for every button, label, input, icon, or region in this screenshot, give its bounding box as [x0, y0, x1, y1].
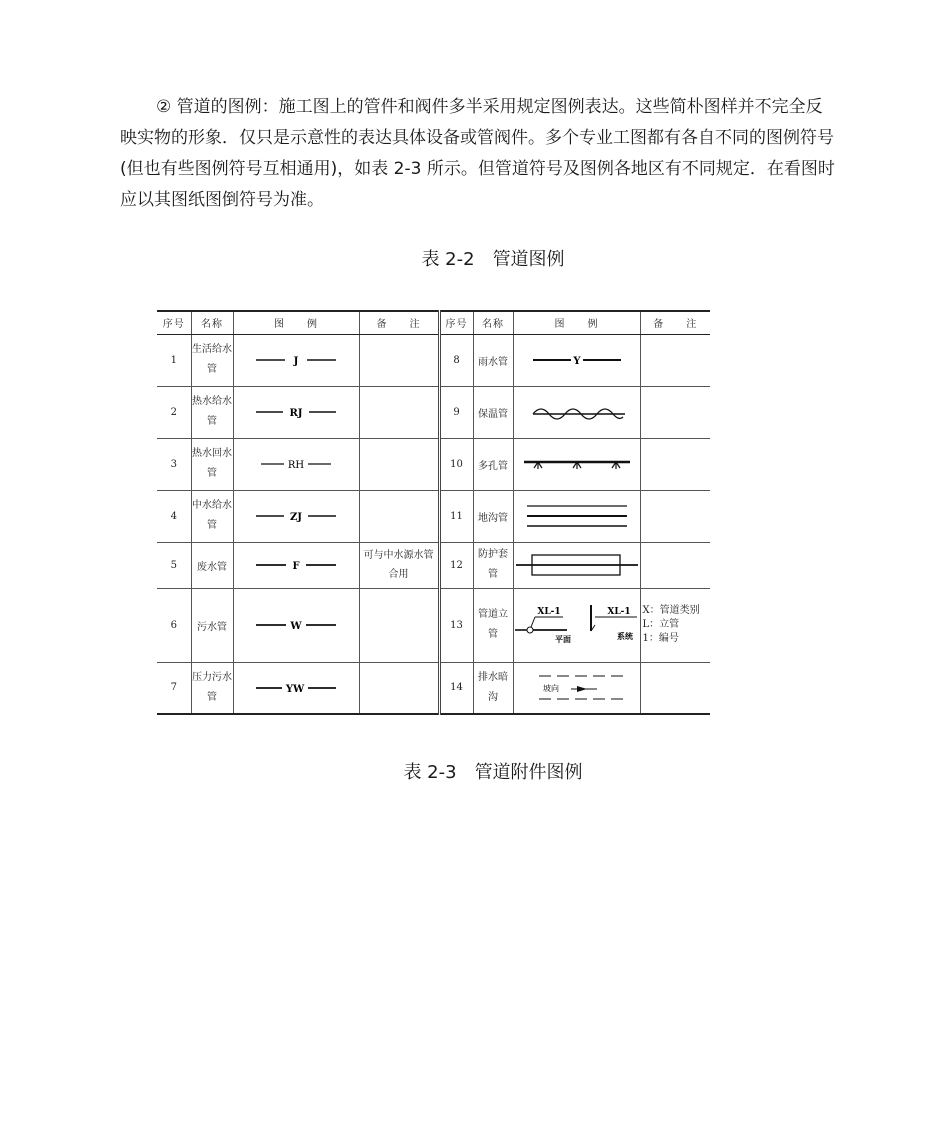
body-paragraph	[120, 92, 836, 216]
cell-name: 排水暗沟	[473, 662, 513, 714]
caption-number: 表 2-3	[403, 762, 457, 783]
perforated-pipe-icon	[520, 456, 634, 472]
symbol-drain-ditch	[513, 662, 640, 714]
svg-text:平面: 平面	[554, 634, 571, 644]
cell-name: 保温管	[473, 386, 513, 438]
cell-name: 管道立管	[473, 588, 513, 662]
cell-name: 污水管	[191, 588, 233, 662]
cell-name: 雨水管	[473, 334, 513, 386]
caption-number: 表 2-2	[421, 249, 475, 270]
cell-note	[359, 386, 439, 438]
cell-note	[640, 334, 710, 386]
cell-note	[359, 490, 439, 542]
cell-no: 13	[439, 588, 473, 662]
table-row	[157, 386, 710, 438]
cell-note	[640, 662, 710, 714]
svg-text:XL-1: XL-1	[606, 607, 631, 617]
drain-ditch-icon	[525, 672, 629, 704]
table-row	[157, 542, 710, 588]
svg-text:坡向: 坡向	[542, 683, 559, 693]
caption-title: 管道附件图例	[474, 762, 583, 783]
symbol-hot-water-supply	[233, 386, 359, 438]
svg-text:XL-1: XL-1	[536, 607, 561, 617]
header-name: 名称	[473, 311, 513, 334]
symbol-hot-water-return	[233, 438, 359, 490]
trench-pipe-icon	[525, 503, 629, 529]
table-row	[157, 662, 710, 714]
table-caption-2-3	[18, 758, 950, 784]
paragraph-text: ② 管道的图例：施工图上的管件和阀件多半采用规定图例表达。这些简朴图样并不完全反映实物的形象．仅只是示意性的表达具体设备或管阀件。多个专业工图都有各自不同的图例符号(但也有些图例符号互相通用)，如表 2-3 所示。但管道符号及图例各地区有不同规定．在看图时应以其图纸图倒符号为准。	[120, 97, 835, 210]
caption-title: 管道图例	[492, 249, 565, 270]
cell-name: 中水给水管	[191, 490, 233, 542]
header-note: 备 注	[359, 311, 439, 334]
pipe-symbol-zj	[251, 509, 341, 523]
cell-note	[640, 490, 710, 542]
svg-text:ZJ: ZJ	[289, 512, 303, 523]
symbol-waste-water	[233, 542, 359, 588]
pipe-symbol-j	[251, 353, 341, 367]
svg-text:RJ: RJ	[289, 408, 303, 419]
pipe-symbol-w	[251, 618, 341, 632]
cell-name: 压力污水管	[191, 662, 233, 714]
cell-no: 10	[439, 438, 473, 490]
cell-name: 热水回水管	[191, 438, 233, 490]
header-symbol: 图 例	[513, 311, 640, 334]
pipe-symbol-yw	[251, 681, 341, 695]
cell-note	[359, 438, 439, 490]
symbol-perforated-pipe	[513, 438, 640, 490]
symbol-water-supply	[233, 334, 359, 386]
table-header-row	[157, 311, 710, 334]
cell-no: 11	[439, 490, 473, 542]
cell-note	[640, 386, 710, 438]
note-line: 1：编号	[642, 633, 679, 644]
cell-note	[359, 334, 439, 386]
cell-no: 8	[439, 334, 473, 386]
svg-text:Y: Y	[572, 356, 581, 367]
cell-name: 地沟管	[473, 490, 513, 542]
cell-no: 3	[157, 438, 191, 490]
header-symbol: 图 例	[233, 311, 359, 334]
pipe-legend-table	[157, 310, 710, 715]
protective-sleeve-icon	[514, 552, 640, 578]
symbol-reclaimed-water	[233, 490, 359, 542]
insulated-pipe-icon	[525, 401, 629, 423]
header-no: 序号	[157, 311, 191, 334]
cell-name: 生活给水管	[191, 334, 233, 386]
symbol-rainwater	[513, 334, 640, 386]
table-row	[157, 438, 710, 490]
cell-note-riser	[640, 588, 710, 662]
cell-note	[640, 542, 710, 588]
table-row	[157, 334, 710, 386]
symbol-protective-sleeve	[513, 542, 640, 588]
note-line: L：立管	[642, 619, 680, 630]
svg-text:F: F	[292, 561, 300, 572]
riser-pipe-icon	[515, 603, 639, 647]
cell-note	[359, 588, 439, 662]
header-no: 序号	[439, 311, 473, 334]
cell-no: 1	[157, 334, 191, 386]
cell-no: 7	[157, 662, 191, 714]
svg-text:W: W	[290, 621, 302, 632]
cell-no: 2	[157, 386, 191, 438]
cell-name: 防护套管	[473, 542, 513, 588]
cell-no: 14	[439, 662, 473, 714]
symbol-sewage	[233, 588, 359, 662]
cell-note	[640, 438, 710, 490]
pipe-symbol-rh	[251, 457, 341, 471]
cell-name: 废水管	[191, 542, 233, 588]
table-row	[157, 588, 710, 662]
cell-no: 9	[439, 386, 473, 438]
table-caption-2-2	[18, 245, 950, 271]
cell-no: 12	[439, 542, 473, 588]
cell-no: 6	[157, 588, 191, 662]
symbol-insulated-pipe	[513, 386, 640, 438]
cell-name: 多孔管	[473, 438, 513, 490]
pipe-symbol-y	[527, 353, 627, 367]
svg-text:J: J	[293, 356, 299, 367]
header-note: 备 注	[640, 311, 710, 334]
header-name: 名称	[191, 311, 233, 334]
symbol-riser	[513, 588, 640, 662]
cell-no: 4	[157, 490, 191, 542]
table-row	[157, 490, 710, 542]
pipe-symbol-rj	[251, 405, 341, 419]
svg-text:YW: YW	[285, 683, 305, 695]
cell-note: 可与中水源水管合用	[359, 542, 439, 588]
cell-name: 热水给水管	[191, 386, 233, 438]
symbol-trench-pipe	[513, 490, 640, 542]
svg-text:RH: RH	[287, 460, 305, 471]
cell-no: 5	[157, 542, 191, 588]
pipe-symbol-f	[251, 558, 341, 572]
note-line: X：管道类别	[642, 605, 700, 616]
svg-text:系统: 系统	[616, 631, 633, 641]
cell-note	[359, 662, 439, 714]
symbol-pressure-sewage	[233, 662, 359, 714]
